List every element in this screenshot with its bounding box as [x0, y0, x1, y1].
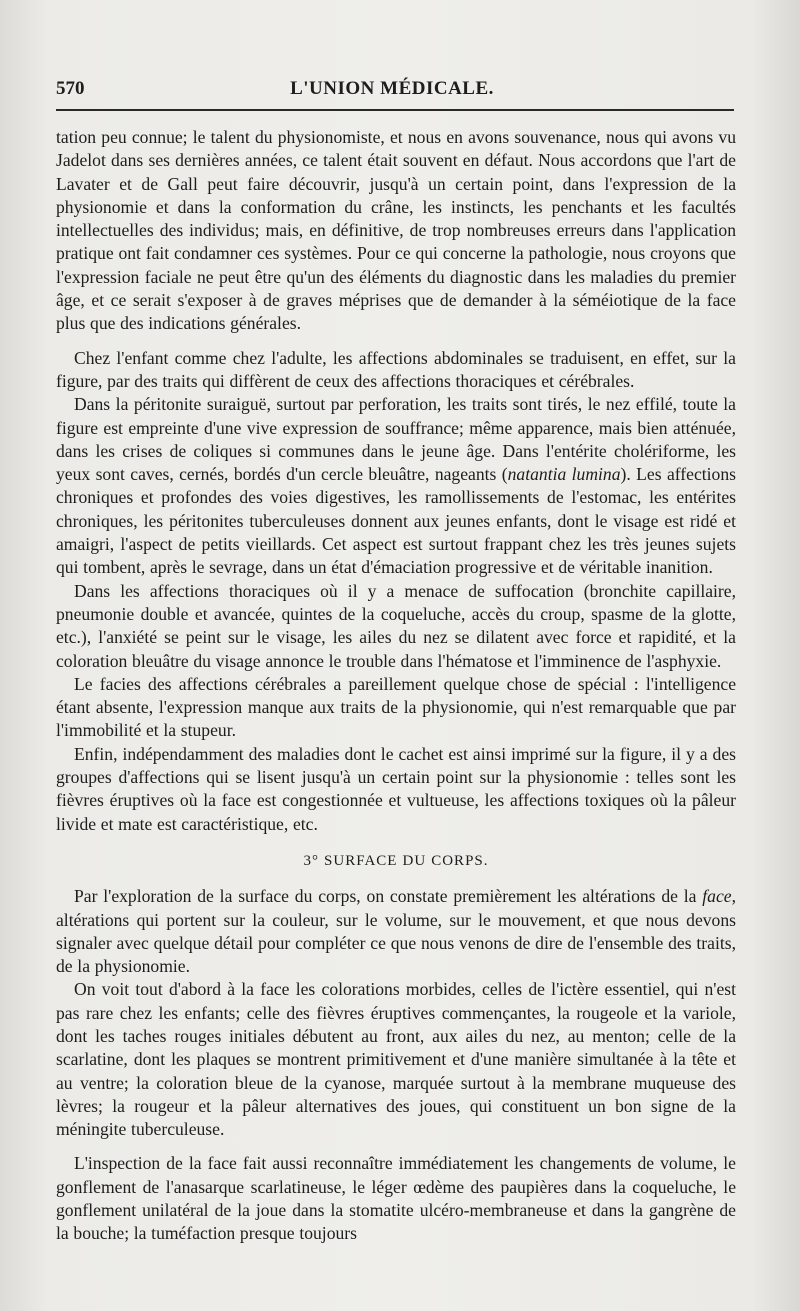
paragraph-text: Par l'exploration de la surface du corps, on constate premièrement les altérations de la	[74, 886, 703, 907]
paragraph: tation peu connue; le talent du physionomiste, et nous en avons souvenance, nous qui avons vu Jadelot dans ses dernières années, ce talent était souvent en défaut. Nous accordons que l'art de Lavater et de Gall peut faire découvrir, jusqu'à un certain point, dans l'expression de la physionomie et dans la conformation du crâne, les instincts, les penchants et les facultés intellectuelles des individus; mais, en définitive, de trop nombreuses erreurs dans l'application pratique ont fait condamner ces systèmes. Pour ce qui concerne la pathologie, nous croyons que l'expression faciale ne peut être qu'un des éléments du diagnostic dans les maladies du premier âge, et ce serait s'exposer à de graves méprises que de demander à la séméiotique de la face plus que des indications générales.	[56, 127, 736, 334]
italic-term: natantia lumina	[507, 464, 621, 485]
body-text	[56, 126, 736, 1246]
paragraph	[56, 393, 736, 579]
paragraph: Enfin, indépendamment des maladies dont le cachet est ainsi imprimé sur la figure, il y a des groupes d'affections qui se lisent jusqu'à un certain point sur la physionomie : telles sont les fièvres éruptives où la face est congestionnée et vultueuse, les affections toxiques où la pâleur livide et mate est caractéristique, etc.	[56, 743, 736, 834]
paragraph: Chez l'enfant comme chez l'adulte, les affections abdominales se traduisent, en effet, sur la figure, par des traits qui diffèrent de ceux des affections thoraciques et cérébrales.	[56, 347, 736, 391]
paragraph: On voit tout d'abord à la face les colorations morbides, celles de l'ictère essentiel, qui n'est pas rare chez les enfants; celle des fièvres éruptives commençantes, la rougeole et la variole, dont les taches rouges initiales débutent au front, aux ailes du nez, au menton; celle de la scarlatine, dont les plaques se montrent primitivement et d'une manière simultanée à la tête et au ventre; la coloration bleue de la cyanose, marquée surtout à la membrane muqueuse des lèvres; la rougeur et la pâleur alternatives des joues, qui constituent un bon signe de la méningite tuberculeuse.	[56, 979, 736, 1140]
italic-term: face	[702, 886, 732, 907]
paragraph-text: , altérations qui portent sur la couleur, sur le volume, sur le mouvement, et que nous devons signaler avec quelque détail pour compléter ce que nous venons de dire de l'ensemble des traits, de la physionomie.	[56, 886, 736, 977]
paragraph: L'inspection de la face fait aussi reconnaître immédiatement les changements de volume, le gonflement de l'anasarque scarlatineuse, le léger œdème des paupières dans la coqueluche, le gonflement unilatéral de la joue dans la stomatite ulcéro-membraneuse et dans la gangrène de la bouche; la tuméfaction presque toujours	[56, 1153, 736, 1244]
paragraph-text: Dans la péritonite suraiguë, surtout par perforation, les traits sont tirés, le nez effilé, toute la figure est empreinte d'une vive expression de souffrance; même apparence, mais bien atténuée, dans les crises de coliques si communes dans le jeune âge. Dans l'entérite cholériforme, les yeux sont caves, cernés, bordés d'un cercle bleuâtre, nageants (	[56, 394, 736, 485]
page-number: 570	[56, 78, 85, 99]
paragraph	[56, 885, 736, 978]
section-heading: 3° SURFACE DU CORPS.	[303, 852, 489, 869]
header-rule	[56, 109, 734, 111]
paragraph-text: ). Les affections chroniques et profondes des voies digestives, les ramollissements de l'estomac, les entérites chroniques, les péritonites tuberculeuses donnent aux jeunes enfants, dont le visage est ridé et amaigri, l'aspect de petits vieillards. Cet aspect est surtout frappant chez les très jeunes sujets qui tombent, après le sevrage, dans un état d'émaciation progressive et de véritable inanition.	[56, 464, 736, 578]
page-header	[56, 72, 728, 104]
paragraph: Le facies des affections cérébrales a pareillement quelque chose de spécial : l'intelligence étant absente, l'expression manque aux traits de la physionomie, qui n'est remarquable que par l'immobilité et la stupeur.	[56, 673, 736, 741]
running-head: L'UNION MÉDICALE.	[290, 78, 494, 99]
paragraph: Dans les affections thoraciques où il y a menace de suffocation (bronchite capillaire, pneumonie double et avancée, quintes de la coqueluche, accès du croup, spasme de la glotte, etc.), l'anxiété se peint sur le visage, les ailes du nez se dilatent avec force et rapidité, et la coloration bleuâtre du visage annonce le trouble dans l'hématose et l'imminence de l'asphyxie.	[56, 580, 736, 671]
